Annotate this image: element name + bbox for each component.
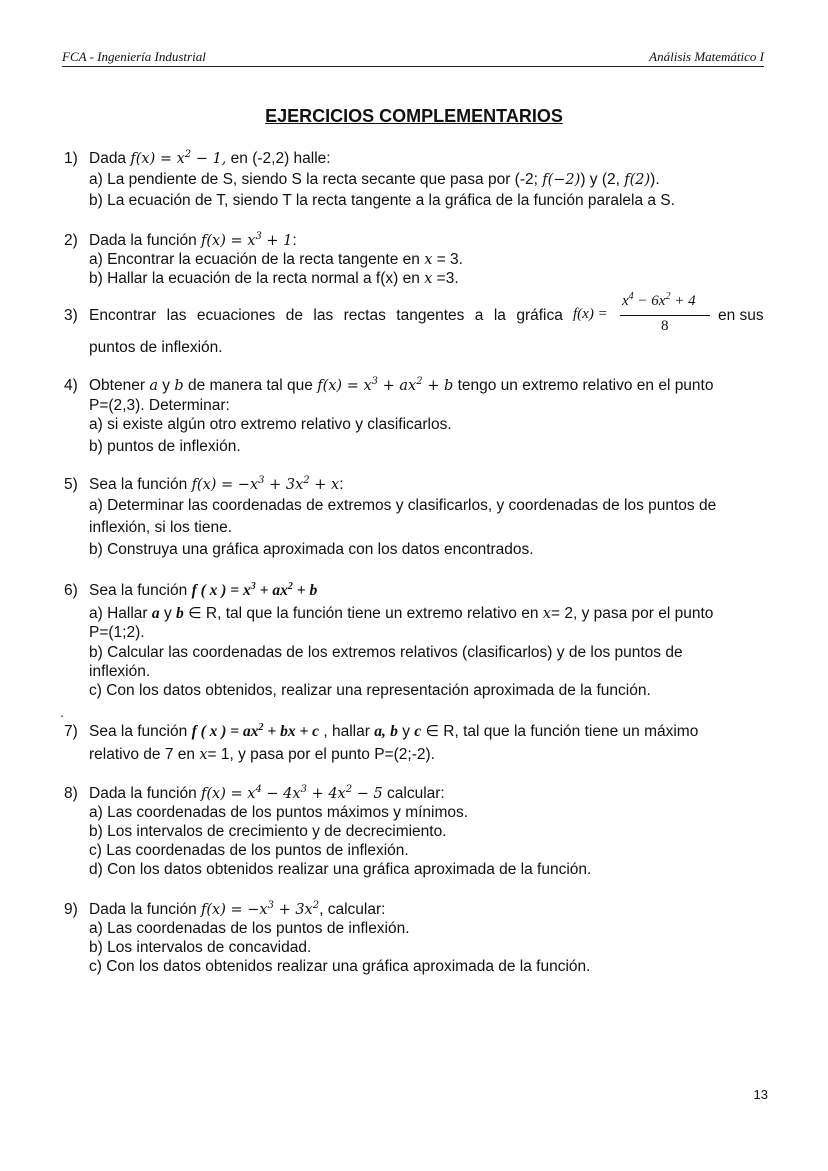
- part-a: a) Determinar las coordenadas de extremos y clasificarlos, y coordenadas de los puntos de: [89, 497, 717, 514]
- part-b: b) La ecuación de T, siendo T la recta tangente a la gráfica de la función paralela a S.: [89, 192, 675, 209]
- function-expression: f ( x ) = $ax^2$ + bx + c: [191, 722, 320, 740]
- exercise-number: 6): [64, 582, 78, 599]
- function-expression: $f(x) = x^3 + ax^2 + b$: [317, 376, 454, 394]
- statement-line-2: relativo de 7 en x= 1, y pasa por el punto P=(2;-2).: [89, 746, 435, 763]
- part-b: b) Los intervalos de crecimiento y de decrecimiento.: [89, 823, 447, 840]
- stray-dot: .: [60, 704, 64, 720]
- exercise-statement: Encontrar las ecuaciones de las rectas tangentes a la gráfica: [89, 307, 563, 324]
- part-d: d) Con los datos obtenidos realizar una gráfica aproximada de la función.: [89, 861, 592, 878]
- exercise-statement: Dada la función $f(x) = x^3 + 1$:: [89, 231, 297, 249]
- page-number: 13: [753, 1087, 768, 1102]
- part-a-cont: P=(1;2).: [89, 624, 145, 641]
- part-a: a) si existe algún otro extremo relativo y clasificarlos.: [89, 416, 452, 433]
- header-course: FCA - Ingeniería Industrial: [62, 49, 206, 64]
- exercise-number: 7): [64, 723, 78, 740]
- exercise-statement: Sea la función $f(x) = -x^3 + 3x^2 + x$:: [89, 475, 344, 493]
- part-c: c) Las coordenadas de los puntos de inflexión.: [89, 842, 409, 859]
- exercise-statement: Sea la función f ( x ) = $x^3 + ax^2 + b$: [89, 581, 318, 599]
- function-expression: f ( x ) = $x^3 + ax^2 + b$: [191, 581, 318, 599]
- header-subject: Análisis Matemático I: [649, 49, 764, 64]
- part-b-cont: inflexión.: [89, 663, 151, 680]
- part-b: b) Construya una gráfica aproximada con los datos encontrados.: [89, 541, 534, 558]
- exercise-number: 4): [64, 377, 78, 394]
- exercise-statement: Dada la función $f(x) = x^4 - 4x^3 + 4x^2 - 5$ calcular:: [89, 784, 445, 802]
- part-b: b) Los intervalos de concavidad.: [89, 939, 312, 956]
- part-a: a) Las coordenadas de los puntos máximos y mínimos.: [89, 804, 469, 821]
- part-b: b) Calcular las coordenadas de los extremos relativos (clasificarlos) y de los puntos de: [89, 644, 683, 661]
- function-expression: $f(x) = x^3 + 1$: [201, 231, 293, 249]
- part-a: a) Las coordenadas de los puntos de inflexión.: [89, 920, 410, 937]
- exercise-number: 9): [64, 901, 78, 918]
- part-b: b) Hallar la ecuación de la recta normal a f(x) en x =3.: [89, 270, 459, 287]
- denominator: 8: [661, 318, 669, 334]
- page-header: [62, 49, 764, 67]
- exercise-number: 2): [64, 232, 78, 249]
- exercise-number: 1): [64, 150, 78, 167]
- exercise-number: 8): [64, 785, 78, 802]
- page-title: EJERCICIOS COMPLEMENTARIOS: [265, 106, 563, 126]
- part-a: a) Encontrar la ecuación de la recta tangente en x = 3.: [89, 251, 463, 268]
- function-expression: $f(x) = -x^3 + 3x^2 + x$: [191, 475, 340, 493]
- part-a: a) La pendiente de S, siendo S la recta secante que pasa por (-2; f(−2)) y (2, f(2)).: [89, 171, 660, 188]
- statement-line-2: P=(2,3). Determinar:: [89, 397, 230, 414]
- part-c: c) Con los datos obtenidos realizar una gráfica aproximada de la función.: [89, 958, 591, 975]
- function-expression: $f(x) = x^2 - 1$,: [130, 149, 227, 167]
- exercise-number: 3): [64, 307, 78, 324]
- part-a: a) Hallar a y b ∈ R, tal que la función tiene un extremo relativo en x= 2, y pasa por el punto: [89, 605, 714, 622]
- function-expression: $f(x) = -x^3 + 3x^2$: [201, 900, 320, 918]
- statement-line-2: puntos de inflexión.: [89, 339, 223, 356]
- exercise-number: 5): [64, 476, 78, 493]
- exercise-statement: Dada la función $f(x) = -x^3 + 3x^2$, calcular:: [89, 900, 386, 918]
- numerator: $x^4 - 6x^2 + 4$: [622, 291, 696, 309]
- fraction-bar: [620, 315, 710, 316]
- statement-tail: en sus: [718, 307, 764, 324]
- exercise-statement: Sea la función f ( x ) = $ax^2$ + bx + c , hallar a, b y c ∈ R, tal que la función tiene un máximo: [89, 722, 699, 740]
- part-a-cont: inflexión, si los tiene.: [89, 519, 233, 536]
- part-c: c) Con los datos obtenidos, realizar una representación aproximada de la función.: [89, 682, 651, 699]
- exercise-statement: Obtener a y b de manera tal que $f(x) = x^3 + ax^2 + b$ tengo un extremo relativo en el punto: [89, 376, 714, 394]
- exercise-statement: Dada $f(x) = x^2 - 1$, en (-2,2) halle:: [89, 149, 331, 167]
- function-expression: $f(x) = x^4 - 4x^3 + 4x^2 - 5$: [201, 784, 383, 802]
- part-b: b) puntos de inflexión.: [89, 438, 241, 455]
